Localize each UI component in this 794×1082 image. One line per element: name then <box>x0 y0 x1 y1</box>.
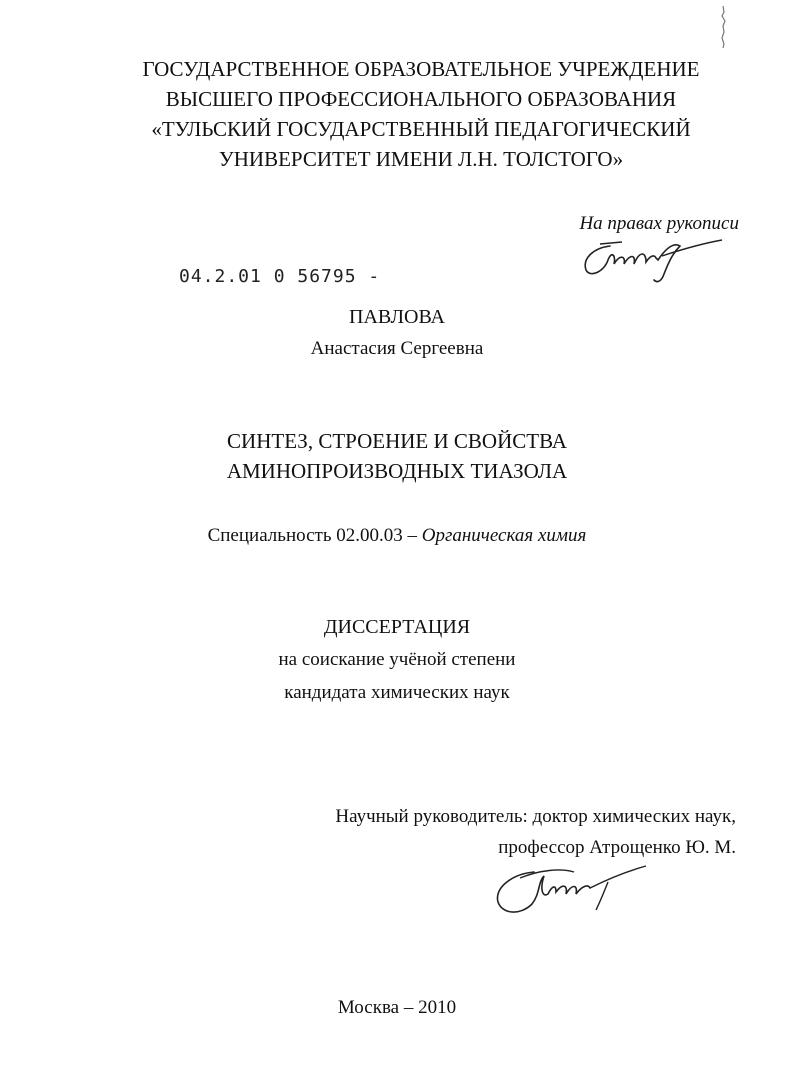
scan-mark-decoration <box>716 4 730 50</box>
institution-line-3: «ТУЛЬСКИЙ ГОСУДАРСТВЕННЫЙ ПЕДАГОГИЧЕСКИЙ <box>151 117 691 141</box>
manuscript-note: На правах рукописи <box>579 213 739 234</box>
supervisor-signature <box>490 858 650 922</box>
institution-line-1: ГОСУДАРСТВЕННОЕ ОБРАЗОВАТЕЛЬНОЕ УЧРЕЖДЕНИЕ <box>142 57 700 81</box>
author-signature <box>576 230 726 288</box>
specialty-field: Органическая химия <box>421 525 587 546</box>
document-type-heading: ДИССЕРТАЦИЯ <box>323 616 471 638</box>
degree-line-1: на соискание учёной степени <box>278 649 516 670</box>
institution-line-2: ВЫСШЕГО ПРОФЕССИОНАЛЬНОГО ОБРАЗОВАНИЯ <box>165 87 677 111</box>
dissertation-title-line-2: АМИНОПРОИЗВОДНЫХ ТИАЗОЛА <box>226 459 568 483</box>
registry-number: 04.2.01 0 56795 - <box>179 266 381 287</box>
degree-line-2: кандидата химических наук <box>284 682 510 703</box>
city-year: Москва – 2010 <box>337 997 457 1018</box>
dissertation-title-line-1: СИНТЕЗ, СТРОЕНИЕ И СВОЙСТВА <box>227 429 567 453</box>
supervisor-line-2: профессор Атрощенко Ю. М. <box>498 837 736 858</box>
author-given-names: Анастасия Сергеевна <box>310 338 484 359</box>
institution-line-4: УНИВЕРСИТЕТ ИМЕНИ Л.Н. ТОЛСТОГО» <box>218 147 624 171</box>
supervisor-line-1: Научный руководитель: доктор химических наук, <box>335 806 736 827</box>
author-surname: ПАВЛОВА <box>349 306 445 328</box>
specialty-line <box>0 523 794 549</box>
specialty-label: Специальность 02.00.03 – <box>207 525 417 546</box>
